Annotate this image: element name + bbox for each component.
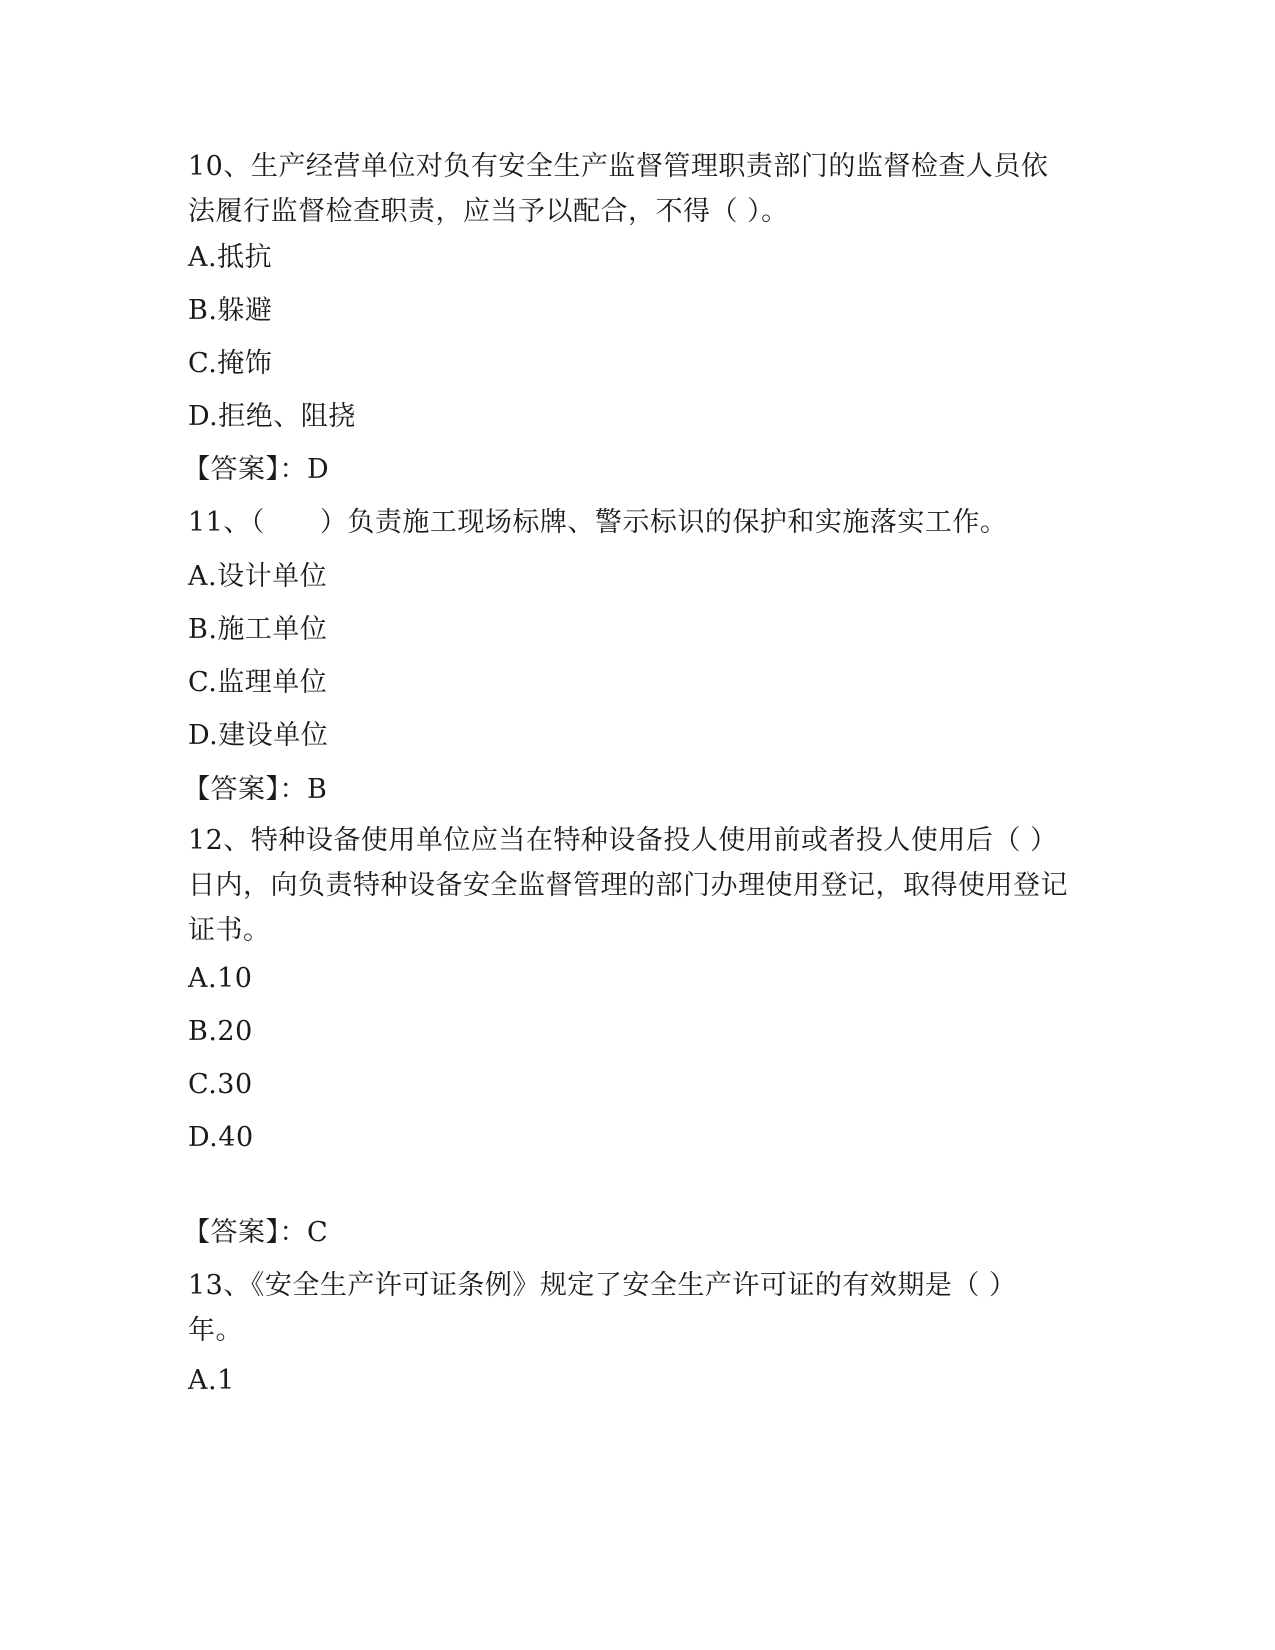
question-13-option-a: A.1 bbox=[188, 1365, 235, 1396]
question-10-answer: 【答案】：D bbox=[183, 454, 330, 485]
question-10-option-b: B.躲避 bbox=[188, 295, 273, 326]
question-12-option-c: C.30 bbox=[188, 1069, 253, 1100]
question-12-option-a: A.10 bbox=[188, 963, 253, 994]
question-11-option-b: B.施工单位 bbox=[188, 614, 328, 645]
question-11-option-a: A.设计单位 bbox=[188, 561, 328, 592]
question-12-option-b: B.20 bbox=[188, 1016, 253, 1047]
question-12-stem: 12、特种设备使用单位应当在特种设备投人使用前或者投人使用后（ ）日内，向负责特种设备安全监督管理的部门办理使用登记，取得使用登记证书。 bbox=[188, 825, 1068, 946]
question-10-option-c: C.掩饰 bbox=[188, 348, 273, 379]
question-11-answer: 【答案】：B bbox=[183, 774, 328, 805]
question-12-answer: 【答案】：C bbox=[183, 1217, 329, 1248]
question-11-option-c: C.监理单位 bbox=[188, 667, 328, 698]
question-10-option-a: A.抵抗 bbox=[188, 242, 273, 273]
question-10-option-d: D.拒绝、阻挠 bbox=[188, 401, 356, 432]
question-13-stem: 13、《安全生产许可证条例》规定了安全生产许可证的有效期是（ ）年。 bbox=[188, 1270, 1017, 1346]
question-11-stem: 11、（ ）负责施工现场标牌、警示标识的保护和实施落实工作。 bbox=[188, 507, 1008, 538]
question-11-option-d: D.建设单位 bbox=[188, 720, 329, 751]
question-12-option-d: D.40 bbox=[188, 1122, 254, 1153]
question-10-stem: 10、生产经营单位对负有安全生产监督管理职责部门的监督检查人员依法履行监督检查职责，应当予以配合，不得（ ）。 bbox=[188, 151, 1049, 227]
